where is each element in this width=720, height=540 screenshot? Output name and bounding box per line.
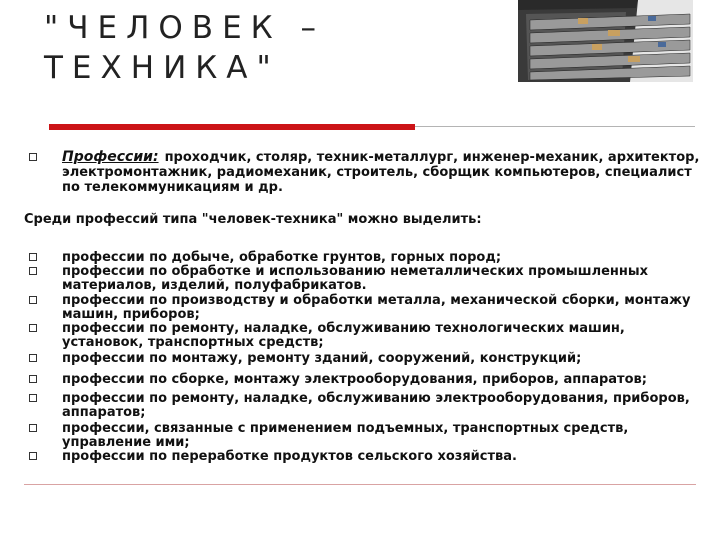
bullet-icon [29,253,37,261]
professions-label: Профессии: [62,149,159,165]
bottom-divider [24,484,696,485]
bullet-icon [29,296,37,304]
slide-title-line-1: "ЧЕЛОВЕК – [44,10,326,46]
list-item: профессии по производству и обработки металла, механической сборки, монтажу машин, приборов; [62,293,691,322]
slide-title-line-2: ТЕХНИКА" [44,50,280,86]
list-item: профессии по сборке, монтажу электрооборудования, приборов, аппаратов; [62,372,647,387]
professions-text: проходчик, столяр, техник-металлург, инженер-механик, архитектор, электромонтажник, радиомеханик, строитель, сборщик компьютеров, специалист по телекоммуникациям и др. [62,150,700,195]
server-rack-photo [518,0,693,82]
bullet-icon [29,394,37,402]
bullet-icon [29,153,37,161]
bullet-icon [29,267,37,275]
list-item: профессии по ремонту, наладке, обслуживанию электрооборудования, приборов, аппаратов; [62,391,690,420]
bullet-icon [29,354,37,362]
list-item: профессии по переработке продуктов сельского хозяйства. [62,449,517,464]
title-divider [415,126,695,127]
bullet-icon [29,375,37,383]
slide-title [44,8,325,88]
intro-text: Среди профессий типа "человек-техника" можно выделить: [24,212,482,227]
bullet-icon [29,324,37,332]
list-item: профессии по монтажу, ремонту зданий, сооружений, конструкций; [62,351,582,366]
bullet-icon [29,452,37,460]
bullet-icon [29,424,37,432]
list-item: профессии по добыче, обработке грунтов, горных пород; [62,250,502,265]
list-item: профессии по ремонту, наладке, обслуживанию технологических машин, установок, транспортных средств; [62,321,625,350]
list-item: профессии по обработке и использованию неметаллических промышленных материалов, изделий, полуфабрикатов. [62,264,649,293]
title-accent-bar [49,124,415,130]
list-item: профессии, связанные с применением подъемных, транспортных средств, управление ими; [62,421,629,450]
professions-paragraph [62,150,702,195]
